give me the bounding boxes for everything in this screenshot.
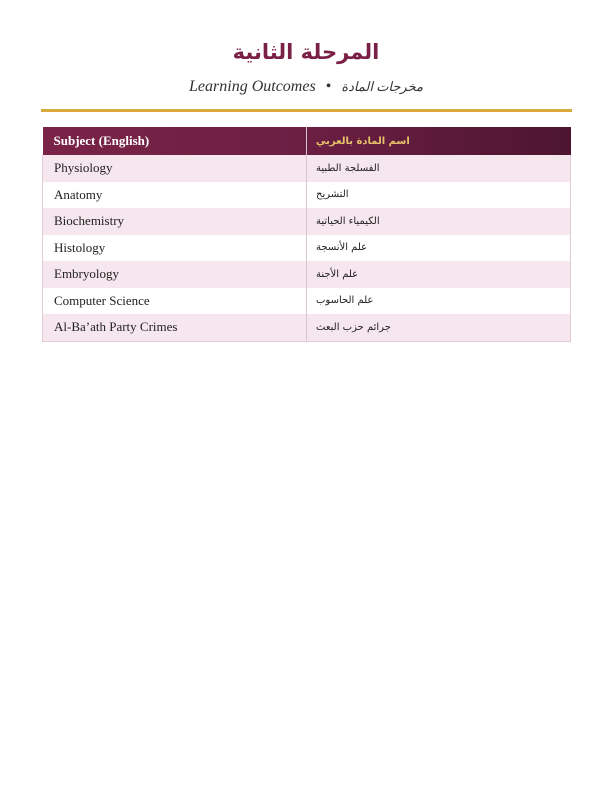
subtitle-separator: • <box>325 78 332 95</box>
subject-arabic: علم الأجنة <box>316 268 359 280</box>
table-header-row <box>43 127 571 155</box>
subject-arabic-cell <box>307 261 571 288</box>
column-header-arabic <box>307 127 571 155</box>
table-row <box>43 261 571 288</box>
subject-english: Physiology <box>43 155 307 182</box>
table-row <box>43 235 571 262</box>
subject-english: Al-Ba’ath Party Crimes <box>43 314 307 341</box>
subject-english: Histology <box>43 235 307 262</box>
subject-arabic-cell <box>307 208 571 235</box>
subject-arabic-cell <box>307 288 571 315</box>
subject-arabic-cell <box>307 182 571 209</box>
table-row <box>43 155 571 182</box>
subject-english: Computer Science <box>43 288 307 315</box>
subjects-table <box>42 127 571 342</box>
subject-english: Anatomy <box>43 182 307 209</box>
subject-arabic-cell <box>307 155 571 182</box>
column-header-arabic-label: اسم المادة بالعربي <box>316 135 410 147</box>
table-row <box>43 208 571 235</box>
subject-arabic-cell <box>307 314 571 341</box>
subject-arabic: التشريح <box>316 189 349 201</box>
subtitle-arabic: مخرجات المادة <box>341 79 423 94</box>
subject-arabic: الفسلجة الطبية <box>316 162 380 174</box>
page-subtitle <box>0 78 612 96</box>
table-row <box>43 314 571 341</box>
subtitle-english: Learning Outcomes <box>189 78 316 95</box>
header-divider <box>41 109 572 112</box>
subject-arabic: الكيمياء الحياتية <box>316 215 380 227</box>
table-row <box>43 182 571 209</box>
subject-arabic: علم الأنسجة <box>316 242 368 254</box>
table-row <box>43 288 571 315</box>
subject-arabic: علم الحاسوب <box>316 295 374 307</box>
subject-arabic-cell <box>307 235 571 262</box>
page-title: المرحلة الثانية <box>232 40 380 64</box>
subject-arabic: جرائم حزب البعث <box>316 321 391 333</box>
column-header-english: Subject (English) <box>53 133 150 148</box>
subject-english: Biochemistry <box>43 208 307 235</box>
subject-english: Embryology <box>43 261 307 288</box>
